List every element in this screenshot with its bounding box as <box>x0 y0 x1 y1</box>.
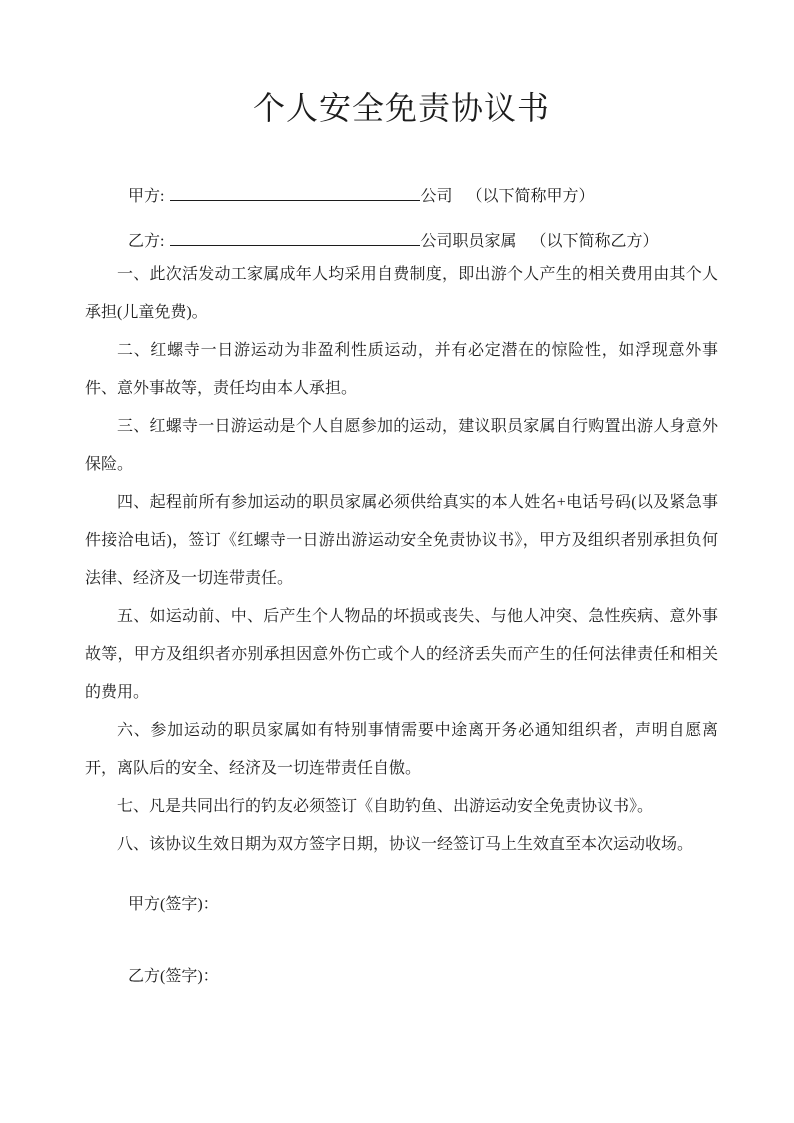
party-b-label: 乙方: <box>128 233 165 250</box>
party-b-row <box>85 230 718 252</box>
clause-paragraph-1: 一、此次活发动工家属成年人均采用自费制度，即出游个人产生的相关费用由其个人承担(儿童免费)。 <box>85 266 718 321</box>
signature-party-b: 乙方(签字)： <box>128 968 219 985</box>
clause-paragraph-3: 三、红螺寺一日游运动是个人自愿参加的运动，建议职员家属自行购置出游人身意外保险。 <box>85 418 718 473</box>
party-a-blank-field <box>170 185 420 201</box>
party-a-label: 甲方: <box>128 188 165 205</box>
clause-paragraph-2: 二、红螺寺一日游运动为非盈利性质运动，并有必定潜在的惊险性，如浮现意外事件、意外事故等，责任均由本人承担。 <box>85 342 718 397</box>
party-b-blank-field <box>170 230 420 246</box>
party-b-company-suffix: 公司职员家属 <box>420 233 517 250</box>
clause-paragraph-7: 七、凡是共同出行的钓友必须签订《自助钓鱼、出游运动安全免责协议书》。 <box>117 798 654 815</box>
document-title: 个人安全免责协议书 <box>252 90 550 126</box>
party-a-company-suffix: 公司 <box>420 188 453 205</box>
party-a-alias-note: （以下简称甲方） <box>466 188 595 205</box>
clause-list <box>85 256 718 864</box>
clause-paragraph-4: 四、起程前所有参加运动的职员家属必须供给真实的本人姓名+电话号码(以及紧急事件接洽电话)，签订《红螺寺一日游出游运动安全免责协议书》，甲方及组织者别承担负何法律、经济及一切连带责任。 <box>85 494 718 587</box>
clause-paragraph-8: 八、该协议生效日期为双方签字日期，协议一经签订马上生效直至本次运动收场。 <box>117 836 694 853</box>
party-b-alias-note: （以下简称乙方） <box>530 233 659 250</box>
clause-paragraph-6: 六、参加运动的职员家属如有特别事情需要中途离开务必通知组织者，声明自愿离开，离队后的安全、经济及一切连带责任自傲。 <box>85 722 718 777</box>
party-a-row <box>85 185 718 207</box>
clause-paragraph-5: 五、如运动前、中、后产生个人物品的坏损或丧失、与他人冲突、急性疾病、意外事故等，甲方及组织者亦别承担因意外伤亡或个人的经济丢失而产生的任何法律责任和相关的费用。 <box>85 608 718 701</box>
signature-party-a: 甲方(签字)： <box>128 896 219 913</box>
